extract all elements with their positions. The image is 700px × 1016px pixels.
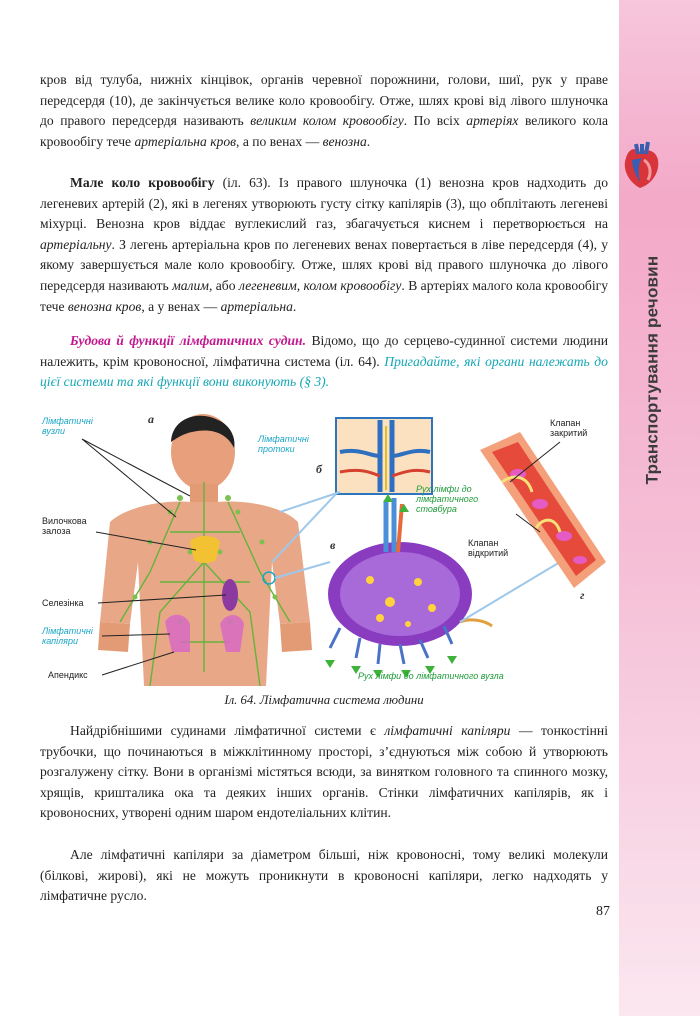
label-lymph-capillaries: Лімфатичні капіляри [42,626,93,646]
letter-v: в [330,538,336,552]
text-run: кров від тулуба, нижніх кінцівок, органів черевної порожнини, голови, шиї, рук у праве передсердя (10), де закінчується велике коло кровообігу. Отже, шлях крові від лівого шлуночка до правого передсердя називають [40,72,608,129]
text-run: . По всіх [403,113,467,129]
text-run: , або [208,277,239,293]
paragraph-1 [40,70,608,152]
text-run: Але лімфатичні капіляри за діаметром більші, ніж кровоносні, тому великі молекули (білкові, жирові), які не можуть проникнути в кровоносні капіляри, легко надходять у лімфатичне русло. [40,847,608,904]
label-lymph-nodes: Лімфатичні вузли [42,416,93,436]
paragraph-2 [40,173,608,317]
label-spleen: Селезінка [42,598,84,608]
text-run: лімфатичні капіляри [384,723,511,738]
paragraph-3 [40,331,608,393]
lymph-ducts-inset [336,418,432,494]
paragraph-5 [40,845,608,907]
label-flow-to-trunk: Рух лімфи до лімфатичного стовбура [416,484,479,514]
letter-g: г [580,588,585,602]
label-valve-closed: Клапан закритий [550,418,588,438]
label-thymus: Вилочкова залоза [42,516,87,536]
lymphatic-system-figure [40,412,610,686]
text-run: , а у венах — [141,298,221,314]
text-run: великим колом кровообігу [250,113,404,129]
text-run: великого кола кровообігу тече [40,113,608,149]
text-run: , а по венах — [236,133,323,149]
text-run: . [366,133,371,149]
text-run: Найдрібнішими судинами лімфатичної системи є [70,723,385,738]
text-run: Відомо, що до серцево-судинної системи людини належить, крім кровоносної, лімфатична система (іл. 64). [40,333,608,369]
text-run: легеневим, колом кровообігу [238,277,402,293]
label-lymph-ducts: Лімфатичні протоки [258,434,309,454]
text-run: . [292,298,297,314]
text-run: венозна кров [67,298,142,314]
human-body-illustration [98,414,312,686]
text-run: — тонкостінні трубочки, що починаються в міжклітинному просторі, з’єднуються між собою й утворюють розгалужену сітку. Вони в організмі містяться всюди, за винятком головного та спинного мозку, хрящів, кришталика ока та деяких інших органів. Стінки лімфатичних капілярів, як і кровоносних, утворені одним шаром ендотеліальних клітин. [40,723,608,821]
label-flow-to-node: Рух лімфи до лімфатичного вузла [358,671,504,681]
text-run: малим [172,277,209,293]
text-run: . В артеріях малого кола кровообігу тече [40,277,608,314]
text-run: Будова й функції лімфатичних судин. [70,333,307,348]
letter-a: а [148,412,154,426]
paragraph-4 [40,721,608,824]
text-run: Мале коло кровообігу [70,175,215,190]
figure-caption: Іл. 64. Лімфатична система людини [224,693,424,707]
sidebar-title: Транспортування речовин [642,255,661,485]
text-run: артеріальну [40,236,112,252]
text-run: артеріальна кров [134,133,237,149]
page-number: 87 [596,904,610,919]
lymph-node-illustration [328,498,492,664]
sidebar-title-box [628,150,676,590]
label-appendix: Апендикс [48,670,88,680]
text-run: (іл. 63). Із правого шлуночка (1) венозна кров надходить до легеневих артерій (2), які в легенях утворюють густу сітку капілярів (3), що обплітають легеневі міхурці. Венозна кров віддає вуглекислий газ, збагачується киснем і перетворюється на [40,175,608,232]
text-run: артеріальна [220,298,293,314]
text-run: Пригадайте, які органи належать до цієї системи та які функції вони виконують (§ 3). [40,353,608,390]
text-run: венозна [322,133,367,149]
label-valve-open: Клапан відкритий [468,538,509,558]
text-run: . З легень артеріальна кров по легеневих венах повертається в ліве передсердя (4), у якому завершується мале коло кровообігу. Отже, шлях крові від правого шлуночка до лівого передсердя називають [40,236,608,293]
text-run: артеріях [466,113,519,129]
letter-b: б [316,462,322,476]
